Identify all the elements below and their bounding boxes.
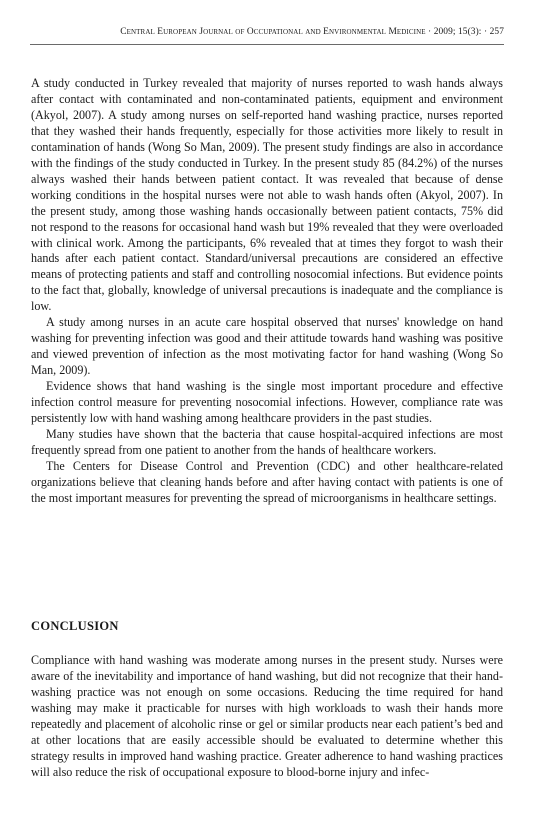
conclusion-body xyxy=(31,653,503,781)
paragraph-evidence: Evidence shows that hand washing is the single most important procedure and effective infection control measure for preventing nosocomial infections. However, compliance rate was persistently low with hand washing among healthcare providers in the past studies. xyxy=(31,379,503,426)
paragraph-turkey-study: A study conducted in Turkey revealed that majority of nurses reported to wash hands always after contact with contaminated and non-contaminated patients, equipment and environment (Akyol, 2007). A study among nurses on self-reported hand washing practice, nurses reported that they washed their hands frequently, especially for those activities more likely to result in contamination of hands (Wong So Man, 2009). The present study findings are also in accordance with the findings of the study conducted in Turkey. In the present study 85 (84.2%) of the nurses always washed their hands between patient contact. It was revealed that because of dense working conditions in the hospital nurses were not able to wash hands often (Akyol, 2007). In the present study, among those washing hands occasionally between patient contacts, 75% did not respond to the reasons for occasional hand wash but 19% revealed that they were overloaded with clinical work. Among the participants, 6% revealed that at times they forgot to wash their hands after each patient contact. Standard/universal precautions are considered an effective means of protecting patients and staff and controlling nosocomial infections. But evidence points to the fact that, globally, knowledge of universal precautions is inadequate and the compliance is low. xyxy=(31,76,503,314)
paragraph-acute-care-study: A study among nurses in an acute care hospital observed that nurses' knowledge on hand washing for preventing infection was good and their attitude towards hand washing was positive and viewed prevention of infection as the most motivating factor for hand washing (Wong So Man, 2009). xyxy=(31,315,503,378)
conclusion-heading: CONCLUSION xyxy=(31,619,119,633)
paragraph-bacteria-spread: Many studies have shown that the bacteria that cause hospital-acquired infections are most frequently spread from one patient to another from the hands of healthcare workers. xyxy=(31,426,503,457)
header-divider xyxy=(30,44,504,45)
paragraph-cdc: The Centers for Disease Control and Prevention (CDC) and other healthcare-related organizations believe that cleaning hands before and after having contact with patients is one of the most important measures for preventing the spread of microorganisms in healthcare settings. xyxy=(31,458,503,505)
running-header: Central European Journal of Occupational and Environmental Medicine · 2009; 15(3): · 257 xyxy=(120,27,504,37)
conclusion-paragraph: Compliance with hand washing was moderate among nurses in the present study. Nurses were aware of the inevitability and importance of hand washing, but did not recognize that their hand-washing practice was not enough on some occasions. Reducing the time required for hand washing may make it practicable for nurses with high workloads to wash their hands more repeatedly and placement of alcoholic rinse or gel or similar products near each patient’s bed and at other locations that are easily accessible should be evaluated to determine whether this strategy results in improved hand washing practice. Greater adherence to hand washing practices will also reduce the risk of occupational exposure to blood-borne injury and infec- xyxy=(31,653,503,779)
body-text xyxy=(31,76,503,507)
